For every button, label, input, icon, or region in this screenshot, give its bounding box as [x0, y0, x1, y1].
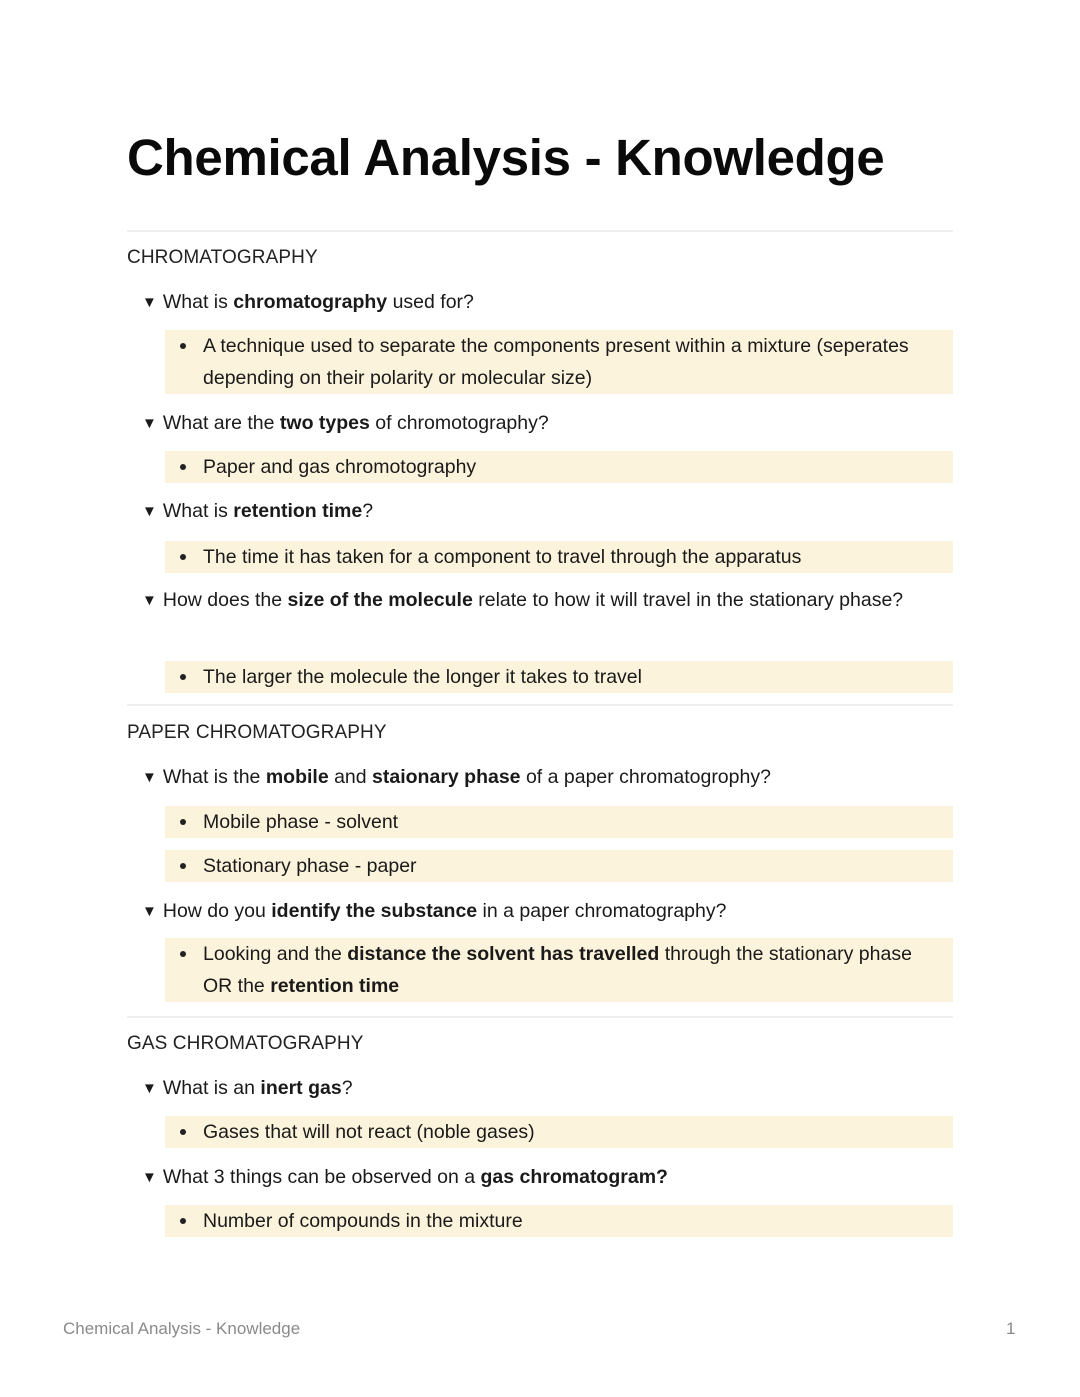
toggle-question[interactable]: ▼ What are the two types of chromotography?: [142, 407, 932, 440]
bullet-icon: [180, 819, 186, 825]
answer-callout: The time it has taken for a component to travel through the apparatus: [165, 541, 953, 573]
bullet-icon: [180, 863, 186, 869]
toggle-question[interactable]: ▼ What 3 things can be observed on a gas chromatogram?: [142, 1161, 932, 1194]
bullet-icon: [180, 1129, 186, 1135]
section-heading-paper-chromatography: PAPER CHROMATOGRAPHY: [127, 722, 387, 743]
toggle-triangle-icon[interactable]: ▼: [142, 769, 157, 786]
divider: [127, 230, 953, 232]
section-heading-chromatography: CHROMATOGRAPHY: [127, 247, 318, 268]
bullet-icon: [180, 1218, 186, 1224]
answer-callout: Looking and the distance the solvent has travelled through the stationary phase OR the retention time: [165, 938, 953, 1002]
toggle-question[interactable]: ▼ How do you identify the substance in a paper chromatography?: [142, 895, 932, 928]
toggle-question[interactable]: ▼ What is an inert gas?: [142, 1072, 932, 1105]
toggle-triangle-icon[interactable]: ▼: [142, 294, 157, 311]
toggle-triangle-icon[interactable]: ▼: [142, 592, 157, 609]
toggle-question[interactable]: ▼ What is chromatography used for?: [142, 286, 932, 319]
bullet-icon: [180, 464, 186, 470]
answer-callout: Stationary phase - paper: [165, 850, 953, 882]
bullet-icon: [180, 554, 186, 560]
toggle-triangle-icon[interactable]: ▼: [142, 1169, 157, 1186]
toggle-triangle-icon[interactable]: ▼: [142, 903, 157, 920]
answer-callout: The larger the molecule the longer it takes to travel: [165, 661, 953, 693]
toggle-question[interactable]: ▼ What is the mobile and staionary phase of a paper chromatogrophy?: [142, 761, 932, 794]
bullet-icon: [180, 343, 186, 349]
toggle-question[interactable]: ▼ How does the size of the molecule relate to how it will travel in the stationary phase?: [142, 584, 932, 617]
toggle-triangle-icon[interactable]: ▼: [142, 503, 157, 520]
toggle-triangle-icon[interactable]: ▼: [142, 1080, 157, 1097]
bullet-icon: [180, 674, 186, 680]
toggle-question[interactable]: ▼ What is retention time?: [142, 495, 932, 528]
answer-callout: Paper and gas chromotography: [165, 451, 953, 483]
answer-callout: Number of compounds in the mixture: [165, 1205, 953, 1237]
page-title: Chemical Analysis - Knowledge: [127, 129, 885, 186]
page-number: 1: [1006, 1319, 1016, 1338]
answer-callout: Mobile phase - solvent: [165, 806, 953, 838]
answer-callout: A technique used to separate the components present within a mixture (seperates depending on their polarity or molecular size): [165, 330, 953, 394]
divider: [127, 704, 953, 706]
divider: [127, 1016, 953, 1018]
answer-callout: Gases that will not react (noble gases): [165, 1116, 953, 1148]
footer-title: Chemical Analysis - Knowledge: [63, 1319, 301, 1338]
toggle-triangle-icon[interactable]: ▼: [142, 415, 157, 432]
section-heading-gas-chromatography: GAS CHROMATOGRAPHY: [127, 1033, 364, 1054]
bullet-icon: [180, 951, 186, 957]
